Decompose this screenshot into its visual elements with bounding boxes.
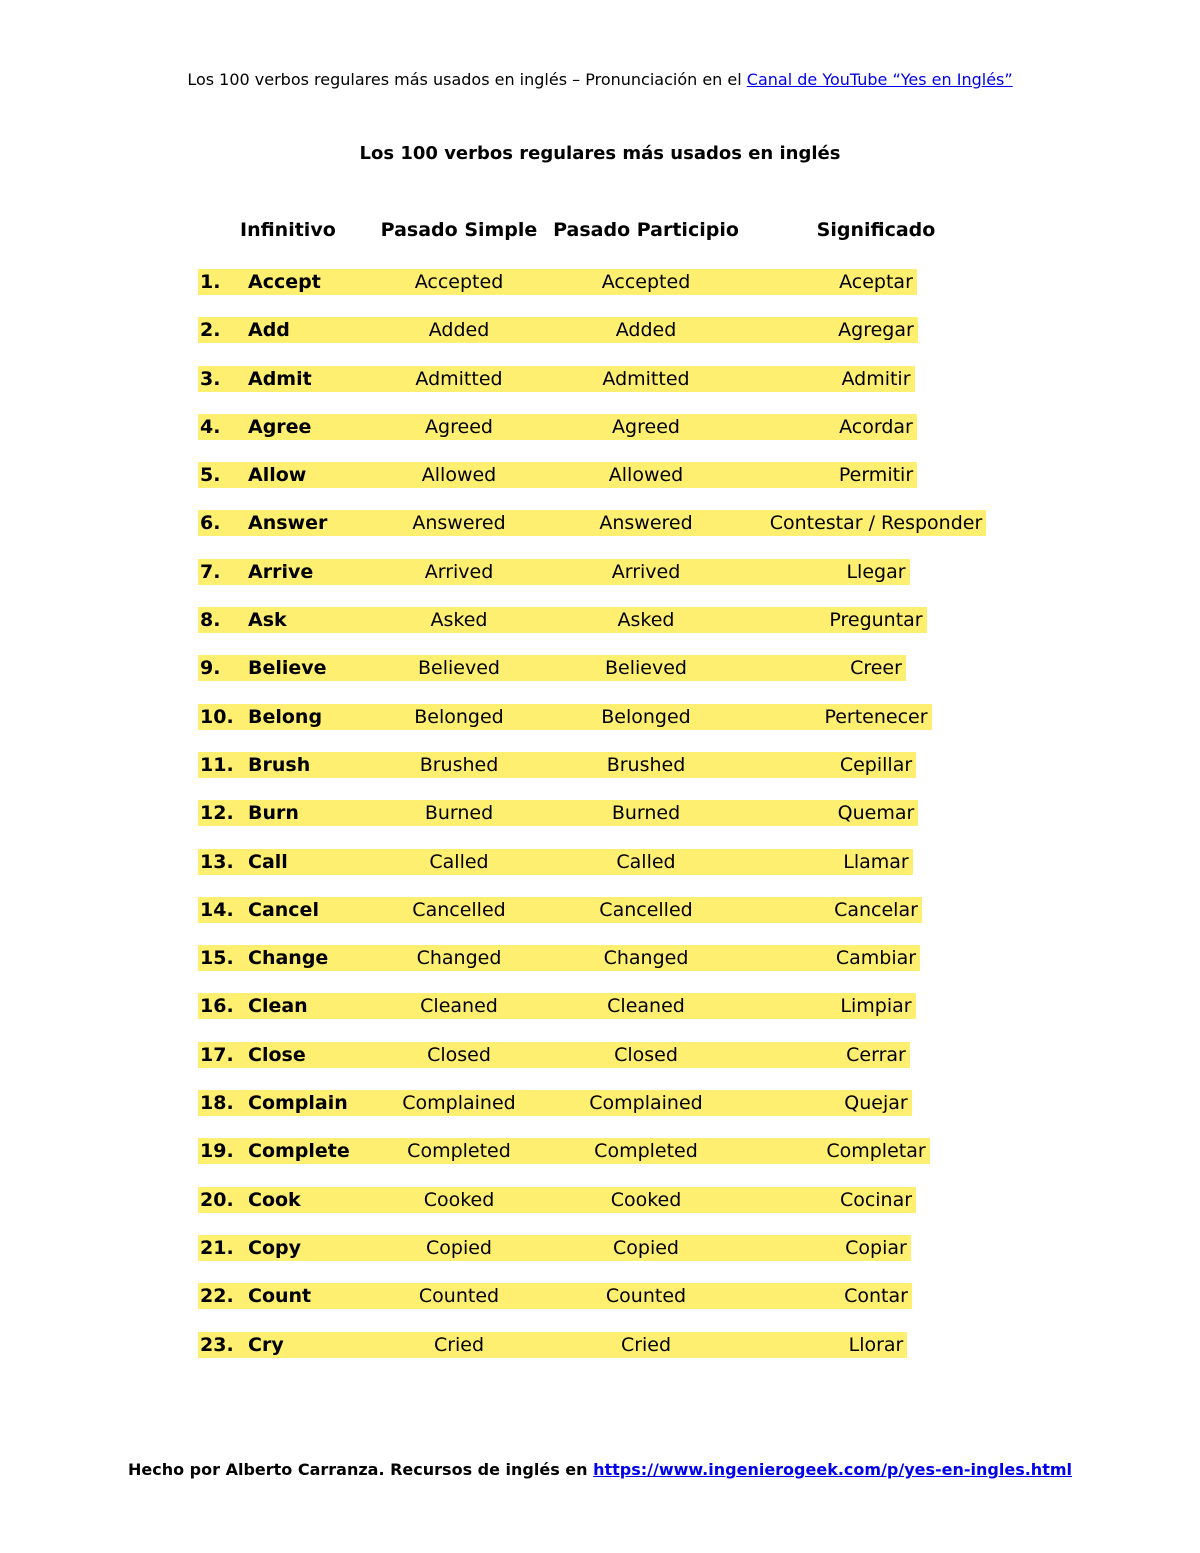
table-row <box>0 460 1200 508</box>
past-simple-cell: Belonged <box>414 705 504 728</box>
infinitive-cell: Count <box>248 1285 312 1308</box>
past-simple-cell: Accepted <box>414 271 504 293</box>
past-participle-cell: Allowed <box>608 464 684 487</box>
past-participle-cell: Burned <box>611 802 681 825</box>
infinitive-cell: Arrive <box>248 560 314 583</box>
table-row <box>0 1233 1200 1281</box>
infinitive-cell: Brush <box>248 753 311 776</box>
meaning-cell: Aceptar <box>839 271 913 293</box>
row-highlight <box>198 849 913 875</box>
past-participle-cell: Added <box>615 319 677 342</box>
table-row <box>0 315 1200 363</box>
meaning-cell: Quejar <box>844 1092 908 1115</box>
table-row <box>0 847 1200 895</box>
column-header-meaning: Significado <box>816 219 936 241</box>
meaning-cell: Contar <box>844 1285 908 1308</box>
meaning-cell: Cambiar <box>835 947 917 970</box>
meaning-cell: Cocinar <box>839 1188 913 1211</box>
column-header-past-simple: Pasado Simple <box>380 219 538 241</box>
row-highlight <box>198 607 927 633</box>
row-highlight <box>198 317 918 343</box>
past-participle-cell: Cried <box>620 1333 672 1356</box>
past-simple-cell: Counted <box>418 1285 500 1308</box>
table-row <box>0 605 1200 653</box>
infinitive-cell: Complete <box>248 1140 350 1163</box>
row-number: 2. <box>200 319 221 342</box>
page-header <box>0 70 1200 89</box>
infinitive-cell: Accept <box>248 271 321 293</box>
row-number: 4. <box>200 415 221 438</box>
infinitive-cell: Believe <box>248 657 327 680</box>
table-row <box>0 702 1200 750</box>
row-highlight <box>198 1235 911 1261</box>
past-participle-cell: Counted <box>605 1285 687 1308</box>
row-number: 9. <box>200 657 221 680</box>
resources-link[interactable]: https://www.ingenierogeek.com/p/yes-en-ingles.html <box>593 1460 1072 1479</box>
youtube-channel-link[interactable]: Canal de YouTube “Yes en Inglés” <box>746 70 1013 89</box>
meaning-cell: Contestar / Responder <box>769 512 983 535</box>
infinitive-cell: Agree <box>248 415 312 438</box>
row-number: 20. <box>200 1188 234 1211</box>
row-number: 6. <box>200 512 221 535</box>
infinitive-cell: Cry <box>248 1333 284 1356</box>
infinitive-cell: Cancel <box>248 898 319 921</box>
past-participle-cell: Cleaned <box>607 995 685 1018</box>
past-participle-cell: Brushed <box>606 753 686 776</box>
row-number: 8. <box>200 609 221 632</box>
infinitive-cell: Complain <box>248 1092 348 1115</box>
past-simple-cell: Asked <box>430 609 488 632</box>
meaning-cell: Agregar <box>838 319 914 342</box>
past-participle-cell: Cancelled <box>599 898 693 921</box>
infinitive-cell: Burn <box>248 802 299 825</box>
meaning-cell: Cepillar <box>839 753 913 776</box>
table-row <box>0 364 1200 412</box>
past-simple-cell: Cleaned <box>420 995 498 1018</box>
table-row <box>0 798 1200 846</box>
past-simple-cell: Cooked <box>423 1188 495 1211</box>
past-participle-cell: Answered <box>599 512 693 535</box>
infinitive-cell: Admit <box>248 367 312 390</box>
meaning-cell: Cerrar <box>846 1043 906 1066</box>
past-simple-cell: Closed <box>427 1043 491 1066</box>
past-participle-cell: Cooked <box>610 1188 682 1211</box>
meaning-cell: Completar <box>826 1140 926 1163</box>
table-row <box>0 508 1200 556</box>
past-simple-cell: Complained <box>402 1092 516 1115</box>
infinitive-cell: Close <box>248 1043 306 1066</box>
verb-table <box>0 267 1200 1378</box>
row-number: 19. <box>200 1140 234 1163</box>
row-number: 3. <box>200 367 221 390</box>
meaning-cell: Llorar <box>848 1333 904 1356</box>
meaning-cell: Creer <box>850 657 902 680</box>
table-row <box>0 1330 1200 1378</box>
past-participle-cell: Admitted <box>602 367 690 390</box>
meaning-cell: Llegar <box>846 560 906 583</box>
infinitive-cell: Ask <box>248 609 287 632</box>
past-participle-cell: Arrived <box>611 560 681 583</box>
past-participle-cell: Closed <box>614 1043 678 1066</box>
row-number: 18. <box>200 1092 234 1115</box>
table-row <box>0 1185 1200 1233</box>
infinitive-cell: Add <box>248 319 290 342</box>
infinitive-cell: Call <box>248 850 288 873</box>
past-simple-cell: Allowed <box>421 464 497 487</box>
meaning-cell: Cancelar <box>834 898 918 921</box>
table-row <box>0 991 1200 1039</box>
past-simple-cell: Changed <box>416 947 502 970</box>
row-number: 21. <box>200 1236 234 1259</box>
past-participle-cell: Changed <box>603 947 689 970</box>
row-number: 17. <box>200 1043 234 1066</box>
table-row <box>0 557 1200 605</box>
column-header-infinitive: Infinitivo <box>240 219 336 241</box>
meaning-cell: Acordar <box>839 415 913 438</box>
past-participle-cell: Copied <box>613 1236 679 1259</box>
past-participle-cell: Called <box>616 850 676 873</box>
infinitive-cell: Allow <box>248 464 307 487</box>
table-row <box>0 1088 1200 1136</box>
past-participle-cell: Believed <box>605 657 687 680</box>
row-number: 12. <box>200 802 234 825</box>
past-participle-cell: Accepted <box>601 271 691 293</box>
past-simple-cell: Believed <box>418 657 500 680</box>
infinitive-cell: Answer <box>248 512 328 535</box>
table-row <box>0 1281 1200 1329</box>
table-row <box>0 943 1200 991</box>
row-number: 14. <box>200 898 234 921</box>
row-number: 7. <box>200 560 221 583</box>
past-simple-cell: Called <box>429 850 489 873</box>
footer-text: Hecho por Alberto Carranza. Recursos de inglés en <box>127 1460 594 1479</box>
header-text: Los 100 verbos regulares más usados en inglés – Pronunciación en el <box>187 70 747 89</box>
infinitive-cell: Clean <box>248 995 308 1018</box>
past-participle-cell: Completed <box>594 1140 698 1163</box>
row-number: 5. <box>200 464 221 487</box>
past-participle-cell: Agreed <box>612 415 680 438</box>
row-number: 11. <box>200 753 234 776</box>
past-participle-cell: Complained <box>589 1092 703 1115</box>
table-row <box>0 1136 1200 1184</box>
past-simple-cell: Admitted <box>415 367 503 390</box>
meaning-cell: Llamar <box>843 850 909 873</box>
table-row <box>0 267 1200 315</box>
infinitive-cell: Cook <box>248 1188 301 1211</box>
past-simple-cell: Cried <box>433 1333 485 1356</box>
row-number: 13. <box>200 850 234 873</box>
past-simple-cell: Burned <box>424 802 494 825</box>
row-number: 15. <box>200 947 234 970</box>
row-number: 10. <box>200 705 234 728</box>
infinitive-cell: Change <box>248 947 329 970</box>
infinitive-cell: Copy <box>248 1236 301 1259</box>
row-number: 23. <box>200 1333 234 1356</box>
meaning-cell: Limpiar <box>840 995 912 1018</box>
page-title: Los 100 verbos regulares más usados en inglés <box>359 143 841 164</box>
row-highlight <box>198 1187 916 1213</box>
past-simple-cell: Brushed <box>419 753 499 776</box>
past-simple-cell: Cancelled <box>412 898 506 921</box>
past-simple-cell: Arrived <box>424 560 494 583</box>
meaning-cell: Permitir <box>838 464 914 487</box>
past-simple-cell: Copied <box>426 1236 492 1259</box>
meaning-cell: Copiar <box>845 1236 907 1259</box>
table-row <box>0 750 1200 798</box>
past-simple-cell: Answered <box>412 512 506 535</box>
table-row <box>0 653 1200 701</box>
column-header-past-participle: Pasado Participio <box>553 219 739 241</box>
row-highlight <box>198 1332 907 1358</box>
page-footer <box>0 1460 1200 1479</box>
past-simple-cell: Completed <box>407 1140 511 1163</box>
row-number: 1. <box>200 271 221 293</box>
table-row <box>0 412 1200 460</box>
row-number: 22. <box>200 1285 234 1308</box>
past-simple-cell: Agreed <box>425 415 493 438</box>
past-participle-cell: Belonged <box>601 705 691 728</box>
row-number: 16. <box>200 995 234 1018</box>
meaning-cell: Pertenecer <box>824 705 928 728</box>
table-row <box>0 895 1200 943</box>
meaning-cell: Admitir <box>841 367 911 390</box>
infinitive-cell: Belong <box>248 705 323 728</box>
row-highlight <box>198 800 918 826</box>
meaning-cell: Preguntar <box>829 609 923 632</box>
table-row <box>0 1040 1200 1088</box>
past-participle-cell: Asked <box>617 609 675 632</box>
past-simple-cell: Added <box>428 319 490 342</box>
meaning-cell: Quemar <box>837 802 915 825</box>
